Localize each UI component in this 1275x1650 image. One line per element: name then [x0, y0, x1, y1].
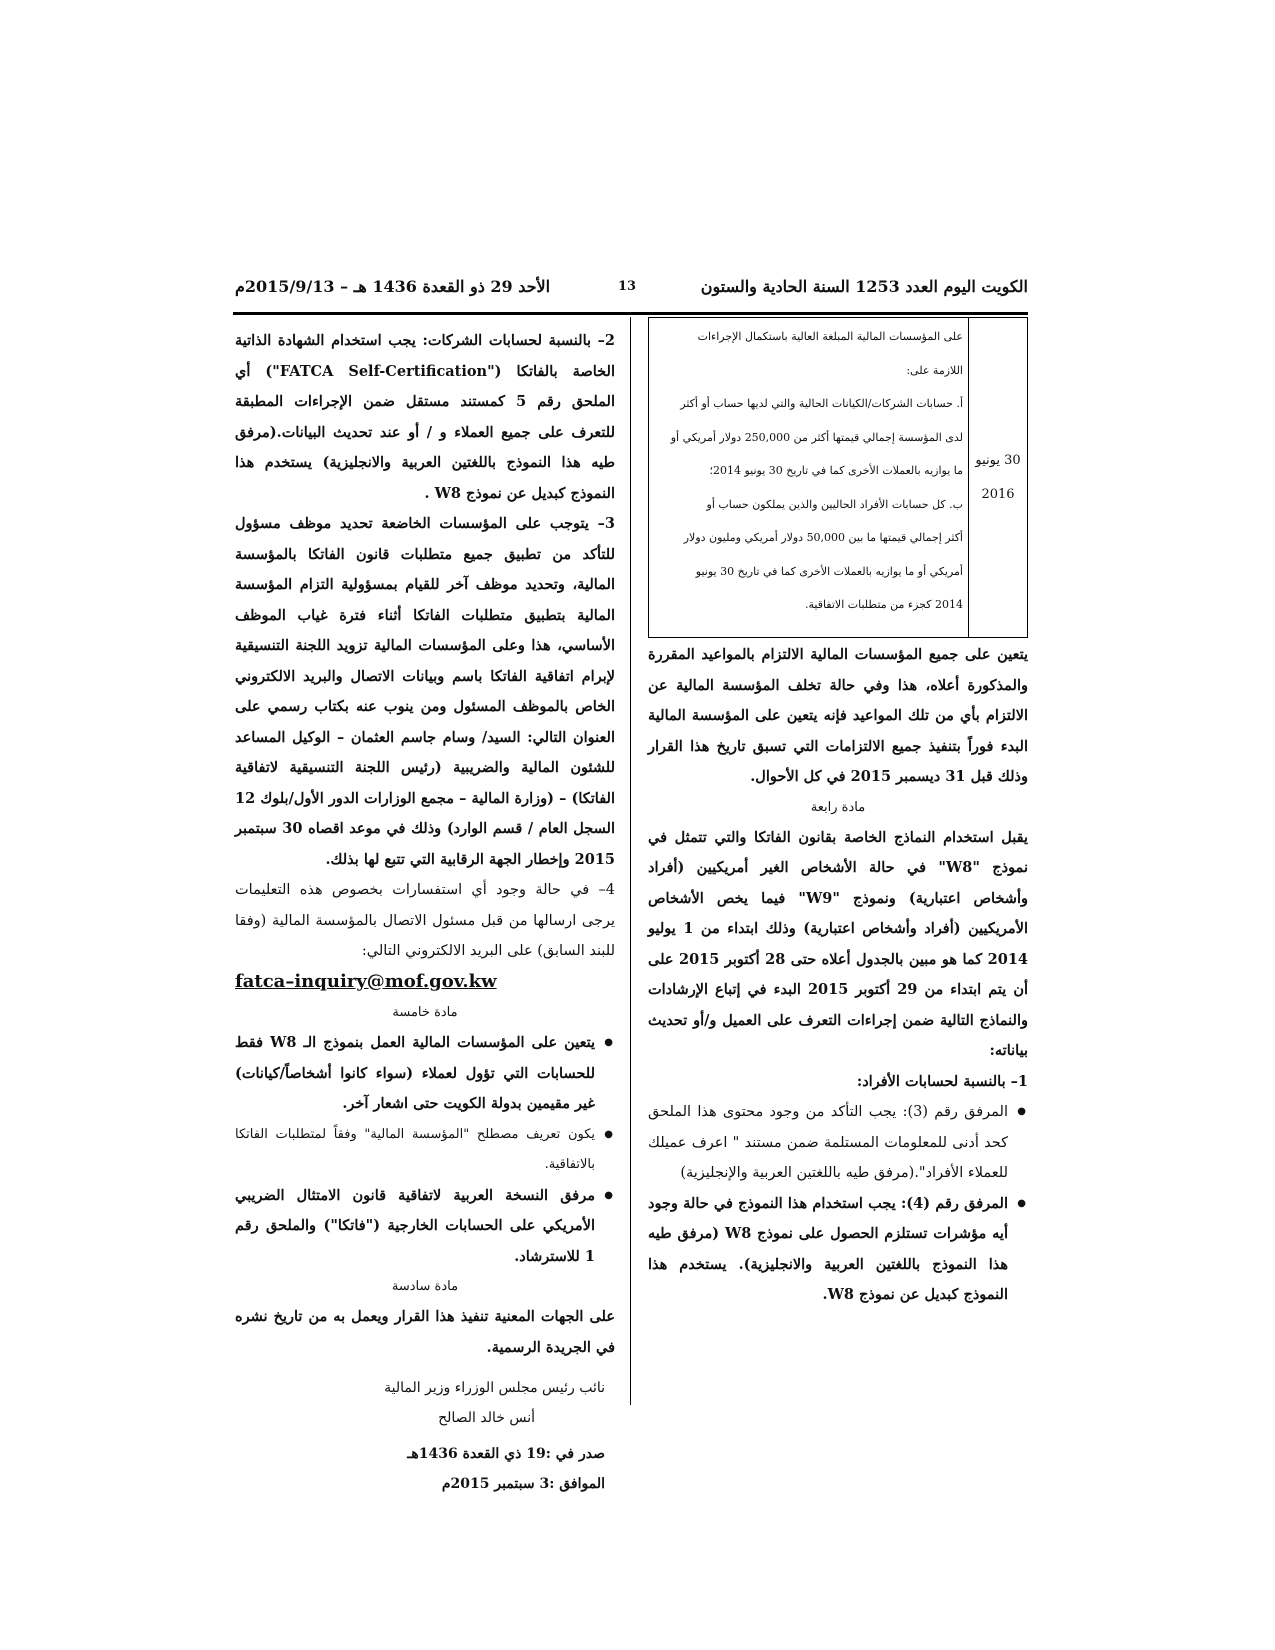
signature-title: نائب رئيس مجلس الوزراء وزير المالية	[384, 1380, 605, 1396]
right-column	[648, 640, 1028, 1311]
table-line: لدى المؤسسة إجمالي قيمتها أكثر من 250,000 دولار أمريكي أو	[670, 430, 963, 444]
deadline-date-year: 2016	[981, 486, 1015, 502]
table-line: اللازمة على:	[906, 363, 963, 377]
signature-name: أنس خالد الصالح	[438, 1410, 535, 1426]
table-line: أكثر إجمالي قيمتها ما بين 50,000 دولار أمريكي ومليون دولار	[683, 531, 963, 544]
responsible-officer-paragraph: 3– يتوجب على المؤسسات الخاضعة تحديد موظف مسؤول للتأكد من تطبيق جميع متطلبات قانون الفاتكا بالمؤسسة المالية، وتحديد موظف آخر للقيام بمسؤولية التزام المؤسسة المالية بتطبيق متطلبات الفاتكا أثناء فترة غياب الموظف الأساسي، هذا وعلى المؤسسات المالية تزويد اللجنة التنسيقية لإبرام اتفاقية الفاتكا باسم وبيانات الاتصال والبريد الالكتروني الخاص بالموظف المسئول ومن ينوب عنه بكتاب رسمي على العنوان التالي: السيد/ وسام جاسم العثمان – الوكيل المساعد للشئون المالية والضريبية (رئيس اللجنة التنسيقية لاتفاقية الفاتكا) – (وزارة المالية – مجمع الوزارات الدور الأول/بلوك 12 السجل العام / قسم الوارد) وذلك في موعد اقصاه 30 سبتمبر 2015 وإخطار الجهة الرقابية التي تتبع لها بذلك.	[235, 515, 615, 868]
deadline-obligation-paragraph: يتعين على جميع المؤسسات المالية الالتزام بالمواعيد المقررة والمذكورة أعلاه، هذا وفي حالة تخلف المؤسسة المالية عن الالتزام بأي من تلك المواعيد فإنه يتعين على المؤسسة المالية البدء فوراً بتنفيذ جميع الالتزامات التي تسبق تاريخ هذا القرار وذلك قبل 31 ديسمبر 2015 في كل الأحوال.	[648, 646, 1028, 785]
inquiry-email-link[interactable]: fatca–inquiry@mof.gov.kw	[235, 970, 497, 992]
deadline-table	[648, 317, 1028, 638]
attachment-4-bullet: ● المرفق رقم (4): يجب استخدام هذا النموذج في حالة وجود أيه مؤشرات تستلزم الحصول على نموذج W8 (مرفق طيه هذا النموذج باللغتين العربية والانجليزية). يستخدم هذا النموذج كبديل عن نموذج W8.	[648, 1189, 1028, 1311]
page-number: 13	[618, 279, 637, 294]
arabic-agreement-bullet: ● مرفق النسخة العربية لاتفاقية قانون الامتثال الضريبي الأمريكي على الحسابات الخارجية ("فاتكا") والملحق رقم 1 للاسترشاد.	[235, 1181, 615, 1273]
left-column	[235, 326, 615, 1499]
article-4-text: يقبل استخدام النماذج الخاصة بقانون الفاتكا والتي تتمثل في نموذج "W8" في حالة الأشخاص الغير أمريكيين (أفراد وأشخاص اعتبارية) ونموذج "W9" فيما يخص الأشخاص الأمريكيين (أفراد وأشخاص اعتبارية) وذلك ابتداء من 1 يوليو 2014 كما هو مبين بالجدول أعلاه حتى 28 أكتوبر 2015 على أن يتم ابتداء من 29 أكتوبر 2015 البدء في إتباع الإرشادات والنماذج التالية ضمن إجراءات التعرف على العميل و/أو تحديث بياناته:	[648, 828, 1028, 1059]
deadline-date-day: 30 يونيو	[975, 452, 1021, 468]
company-accounts-paragraph: 2– بالنسبة لحسابات الشركات: يجب استخدام الشهادة الذاتية الخاصة بالفاتكا ("FATCA Self-Certification") أي الملحق رقم 5 كمستند مستقل ضمن الإجراءات المطبقة للتعرف على جميع العملاء و / أو عند تحديث البيانات.(مرفق طيه هذا النموذج باللغتين العربية والانجليزية) يستخدم هذا النموذج كبديل عن نموذج W8 .	[235, 332, 616, 502]
email-line	[235, 967, 615, 999]
article-6-text: على الجهات المعنية تنفيذ هذا القرار ويعمل به من تاريخ نشره في الجريدة الرسمية.	[235, 1308, 615, 1356]
deadline-text-cell	[657, 320, 963, 622]
header-date: الأحد 29 ذو القعدة 1436 هـ – 2015/9/13م	[235, 277, 551, 296]
w8-only-bullet: ● يتعين على المؤسسات المالية العمل بنموذج الـ W8 فقط للحسابات التي تؤول لعملاء (سواء كانوا أشخاصاً/كيانات) غير مقيمين بدولة الكويت حتى اشعار آخر.	[235, 1028, 615, 1120]
individual-accounts-heading: 1– بالنسبة لحسابات الأفراد:	[856, 1072, 1028, 1090]
issue-date: صدر في :19 ذي القعدة 1436هـ	[407, 1446, 605, 1462]
table-line: أمريكي أو ما يوازيه بالعملات الأخرى كما في تاريخ 30 يونيو	[695, 564, 963, 578]
header-publication: الكويت اليوم العدد 1253 السنة الحادية والستون	[700, 277, 1028, 296]
header-rule	[233, 312, 1028, 315]
article-5-title: مادة خامسة	[392, 1005, 458, 1020]
table-line: ما يوازيه بالعملات الأخرى كما في تاريخ 30 يونيو 2014؛	[709, 464, 963, 477]
inquiries-paragraph: 4– في حالة وجود أي استفسارات بخصوص هذه التعليمات يرجى ارسالها من قبل مسئول الاتصال بالمؤسسة المالية (وفقا للبند السابق) على البريد الالكتروني التالي:	[235, 882, 615, 959]
article-6-title: مادة سادسة	[391, 1279, 459, 1294]
table-line: أ. حسابات الشركات/الكيانات الحالية والتي لديها حساب أو أكثر	[680, 397, 963, 410]
column-divider	[630, 317, 631, 1405]
deadline-date-cell	[968, 318, 1027, 637]
table-line: على المؤسسات المالية المبلغة العالية باستكمال الإجراءات	[697, 330, 963, 343]
article-4-title: مادة رابعة	[810, 799, 866, 815]
attachment-3-bullet: ● المرفق رقم (3): يجب التأكد من وجود محتوى هذا الملحق كحد أدنى للمعلومات المستلمة ضمن مستند " اعرف عميلك للعملاء الأفراد".(مرفق طيه باللغتين العربية والإنجليزية)	[648, 1097, 1028, 1189]
table-line: 2014 كجزء من متطلبات الاتفاقية.	[804, 598, 963, 611]
gregorian-date: الموافق :3 سبتمبر 2015م	[441, 1476, 605, 1492]
table-line: ب. كل حسابات الأفراد الحاليين والذين يملكون حساب أو	[706, 497, 963, 511]
financial-institution-definition-bullet: ● يكون تعريف مصطلح "المؤسسة المالية" وفقاً لمتطلبات الفاتكا بالاتفاقية.	[235, 1120, 615, 1181]
